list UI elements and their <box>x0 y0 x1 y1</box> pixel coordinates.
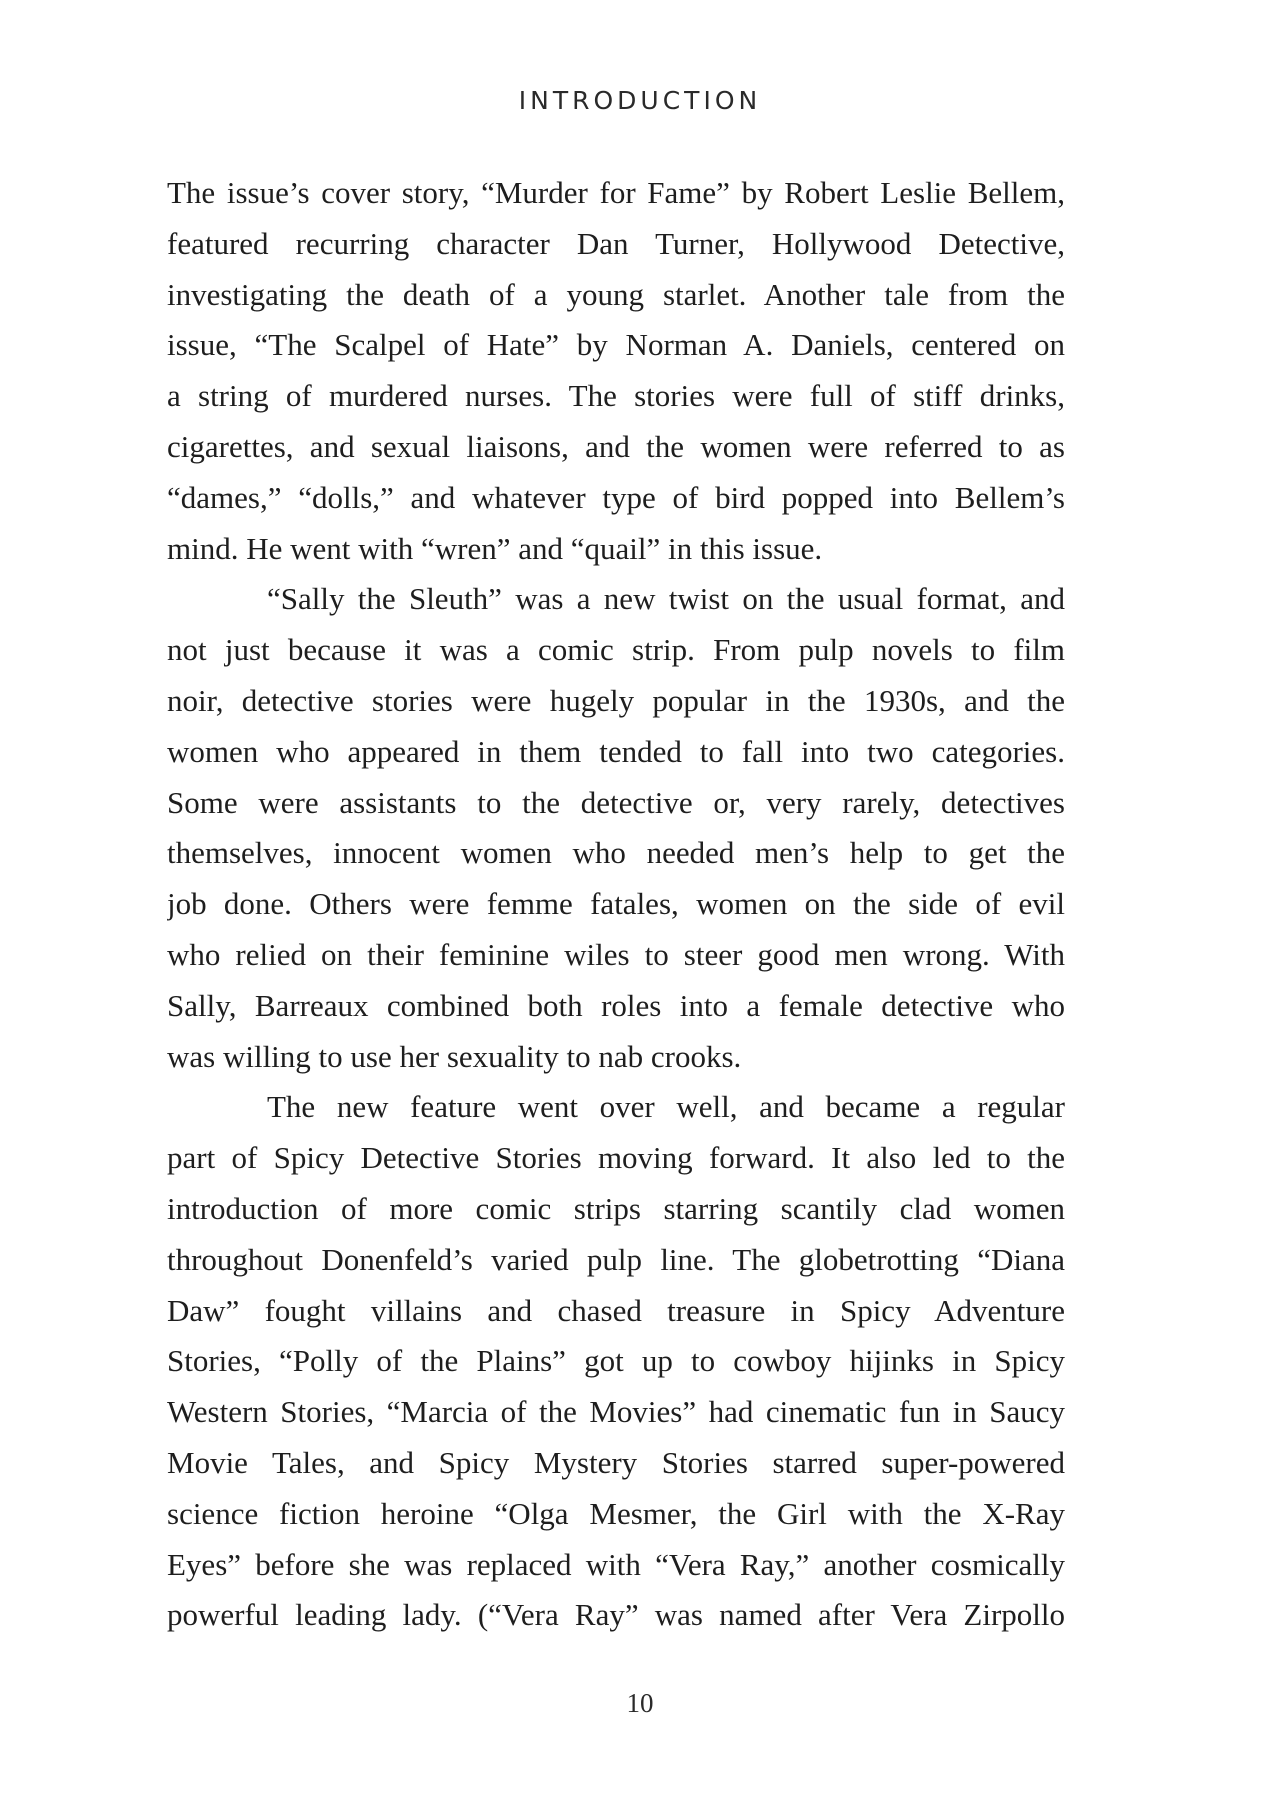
text-line: throughout Donenfeld’s varied pulp line. The globetrotting “Diana <box>167 1241 1065 1277</box>
body-text <box>167 168 1065 1641</box>
text-line: “Sally the Sleuth” was a new twist on the usual format, and <box>267 581 1065 617</box>
text-line: introduction of more comic strips starring scantily clad women <box>167 1190 1065 1226</box>
text-line: themselves, innocent women who needed men’s help to get the <box>167 835 1065 871</box>
text-line: science fiction heroine “Olga Mesmer, the Girl with the X-Ray <box>167 1495 1065 1531</box>
text-line: The new feature went over well, and became a regular <box>267 1089 1065 1125</box>
text-line: a string of murdered nurses. The stories were full of stiff drinks, <box>167 378 1065 414</box>
text-line: Eyes” before she was replaced with “Vera Ray,” another cosmically <box>167 1546 1065 1582</box>
text-line: who relied on their feminine wiles to steer good men wrong. With <box>167 936 1065 972</box>
text-line: Daw” fought villains and chased treasure in Spicy Adventure <box>167 1292 1065 1328</box>
text-line: Stories, “Polly of the Plains” got up to cowboy hijinks in Spicy <box>167 1343 1065 1379</box>
page-number: 10 <box>626 1688 654 1718</box>
text-line: featured recurring character Dan Turner, Hollywood Detective, <box>167 225 1065 261</box>
text-line: job done. Others were femme fatales, women on the side of evil <box>167 886 1065 922</box>
text-line: The issue’s cover story, “Murder for Fame” by Robert Leslie Bellem, <box>167 175 1065 210</box>
text-line: noir, detective stories were hugely popular in the 1930s, and the <box>167 682 1065 718</box>
text-line: Sally, Barreaux combined both roles into a female detective who <box>167 987 1065 1023</box>
text-line: investigating the death of a young starlet. Another tale from the <box>167 276 1065 312</box>
text-line: mind. He went with “wren” and “quail” in this issue. <box>167 530 823 566</box>
running-head: INTRODUCTION <box>518 86 762 115</box>
text-line: women who appeared in them tended to fall into two categories. <box>167 733 1065 769</box>
text-line: was willing to use her sexuality to nab crooks. <box>167 1038 742 1074</box>
text-line: Movie Tales, and Spicy Mystery Stories starred super-powered <box>167 1444 1065 1480</box>
text-line: “dames,” “dolls,” and whatever type of bird popped into Bellem’s <box>167 479 1065 515</box>
text-line: part of Spicy Detective Stories moving forward. It also led to the <box>167 1140 1065 1176</box>
text-line: cigarettes, and sexual liaisons, and the women were referred to as <box>167 428 1065 464</box>
text-line: Some were assistants to the detective or, very rarely, detectives <box>167 784 1065 820</box>
text-line: issue, “The Scalpel of Hate” by Norman A. Daniels, centered on <box>167 327 1065 363</box>
text-line: powerful leading lady. (“Vera Ray” was named after Vera Zirpollo <box>167 1597 1065 1633</box>
text-line: Western Stories, “Marcia of the Movies” had cinematic fun in Saucy <box>167 1394 1065 1430</box>
text-line: not just because it was a comic strip. From pulp novels to film <box>167 632 1065 668</box>
